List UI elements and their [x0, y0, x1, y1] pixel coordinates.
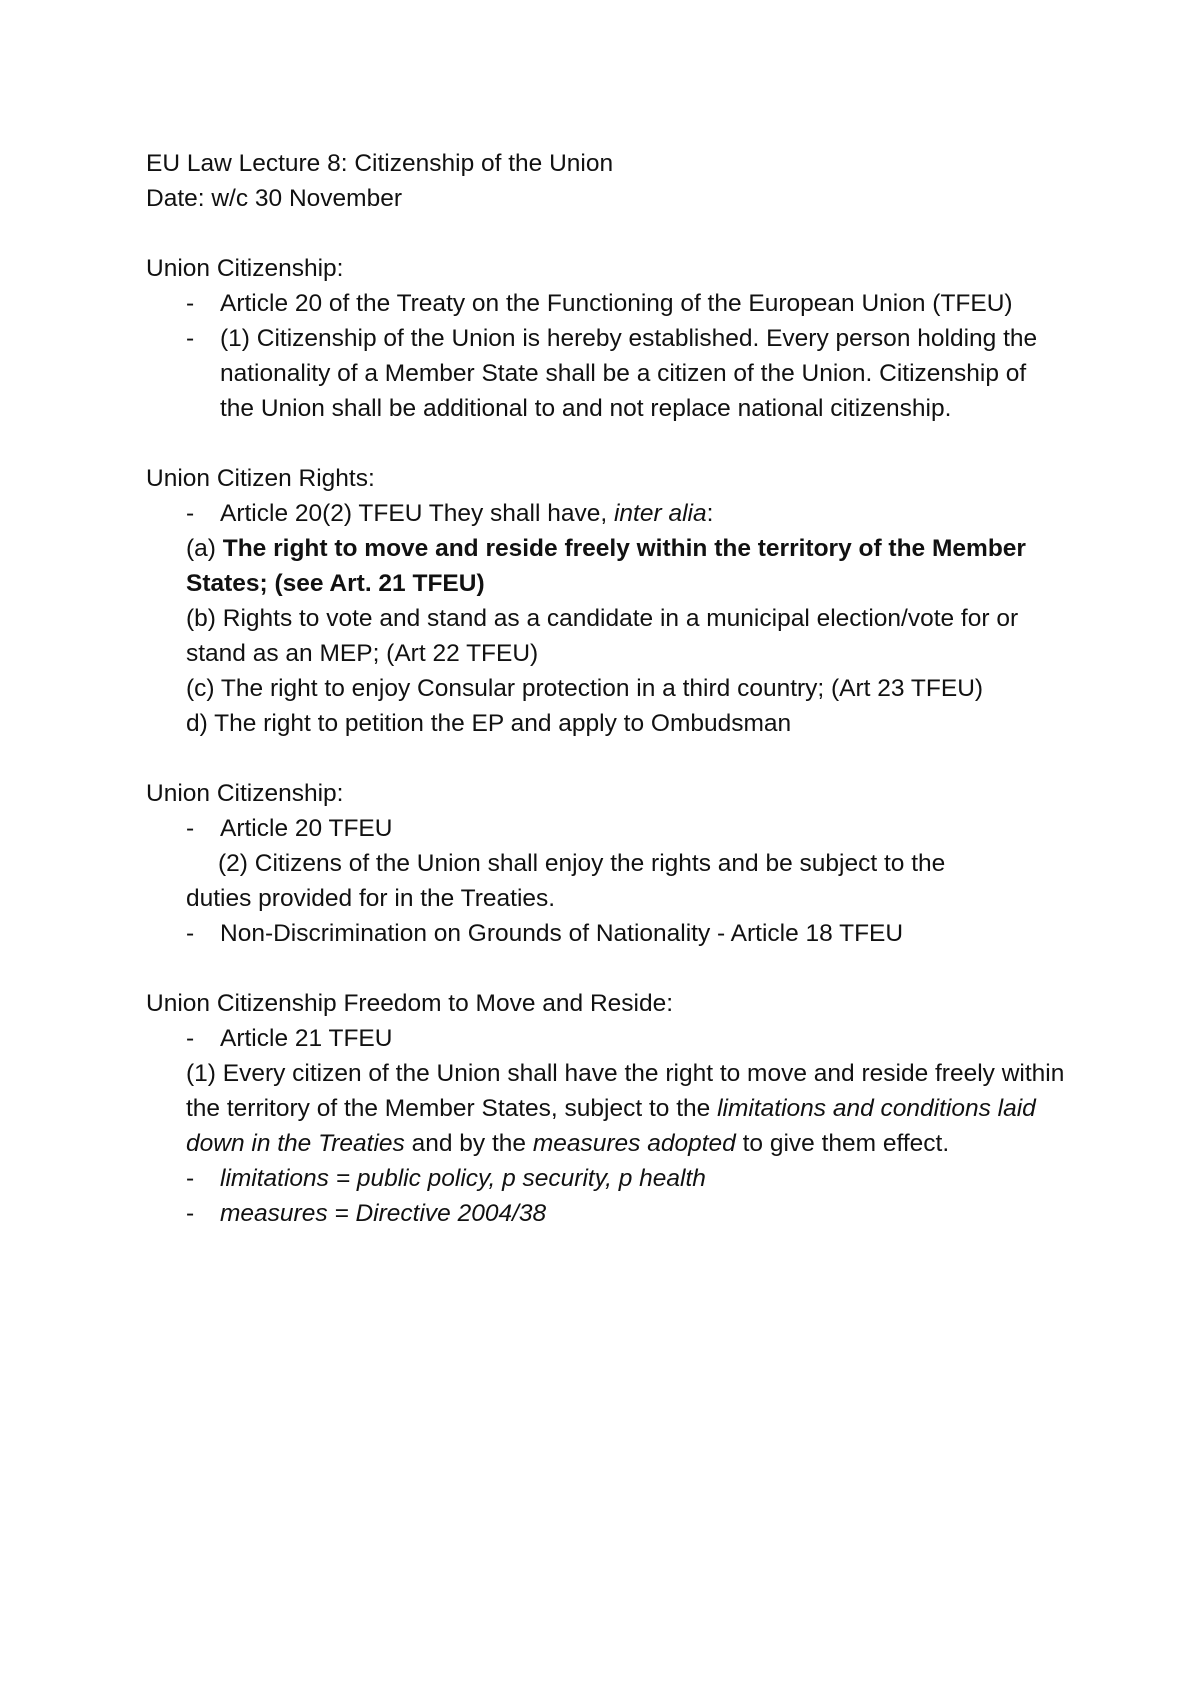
spacer [146, 741, 1076, 776]
section-heading-union-citizenship-2: Union Citizenship: [146, 780, 344, 807]
paragraph-line: (2) Citizens of the Union shall enjoy the rights and be subject to the [218, 850, 946, 877]
text-run: Article 20(2) TFEU They shall have, [220, 500, 614, 527]
bold-text: The right to move and reside freely within the territory of the Member States; (see Art. 21 TFEU) [186, 535, 1026, 597]
dash-bullet: - [186, 1200, 195, 1227]
bullet-text: limitations = public policy, p security, p health [220, 1165, 706, 1192]
italic-text: measures adopted [532, 1130, 736, 1157]
bullet-text: Article 20 TFEU [220, 815, 393, 842]
rights-item-b: (b) Rights to vote and stand as a candidate in a municipal election/vote for or stand as an MEP; (Art 22 TFEU) [186, 605, 1019, 667]
bullet-text: Non-Discrimination on Grounds of Nationality - Article 18 TFEU [220, 920, 904, 947]
item-label: (a) [186, 535, 223, 562]
bullet-item [146, 1161, 1076, 1196]
dash-bullet: - [186, 325, 195, 352]
spacer [146, 426, 1076, 461]
paragraph-line: duties provided for in the Treaties. [186, 885, 556, 912]
section-heading-citizen-rights: Union Citizen Rights: [146, 465, 375, 492]
dash-bullet: - [186, 500, 195, 527]
italic-text: inter alia [613, 500, 707, 527]
rights-item-c: (c) The right to enjoy Consular protection in a third country; (Art 23 TFEU) [186, 675, 984, 702]
section-heading-freedom-to-move: Union Citizenship Freedom to Move and Reside: [146, 990, 674, 1017]
spacer [146, 216, 1076, 251]
document-date: Date: w/c 30 November [146, 185, 402, 212]
bullet-text: Article 20 of the Treaty on the Functioning of the European Union (TFEU) [220, 290, 1013, 317]
bullet-item [146, 321, 1038, 426]
dash-bullet: - [186, 290, 195, 317]
section-heading-union-citizenship: Union Citizenship: [146, 255, 344, 282]
document-body [146, 146, 1076, 1231]
italic-text: limitations and conditions laid down in the Treaties [186, 1095, 1036, 1157]
text-run: and by the [404, 1130, 533, 1157]
rights-item-d: d) The right to petition the EP and apply to Ombudsman [186, 710, 792, 737]
bullet-text: (1) Citizenship of the Union is hereby established. Every person holding the nationality of a Member State shall be a citizen of the Union. Citizenship of the Union shall be additional to and not replace national citizenship. [220, 325, 1038, 422]
bullet-item [146, 916, 1076, 951]
dash-bullet: - [186, 1165, 195, 1192]
text-run: (1) Every citizen of the Union shall have the right to move and reside freely within the territory of the Member States, subject to the [186, 1060, 1065, 1122]
spacer [146, 951, 1076, 986]
text-run: to give them effect. [735, 1130, 950, 1157]
bullet-item [146, 811, 1076, 846]
article-21-paragraph [146, 1056, 1066, 1161]
text-run: : [706, 500, 714, 527]
dash-bullet: - [186, 1025, 195, 1052]
bullet-item [146, 496, 1076, 531]
bullet-text: Article 21 TFEU [220, 1025, 393, 1052]
dash-bullet: - [186, 920, 195, 947]
bullet-item [146, 1021, 1076, 1056]
rights-item-a [146, 531, 1046, 601]
bullet-item [146, 286, 1076, 321]
bullet-text: measures = Directive 2004/38 [220, 1200, 547, 1227]
document-title: EU Law Lecture 8: Citizenship of the Union [146, 150, 614, 177]
bullet-text [220, 500, 713, 527]
dash-bullet: - [186, 815, 195, 842]
bullet-item [146, 1196, 1076, 1231]
